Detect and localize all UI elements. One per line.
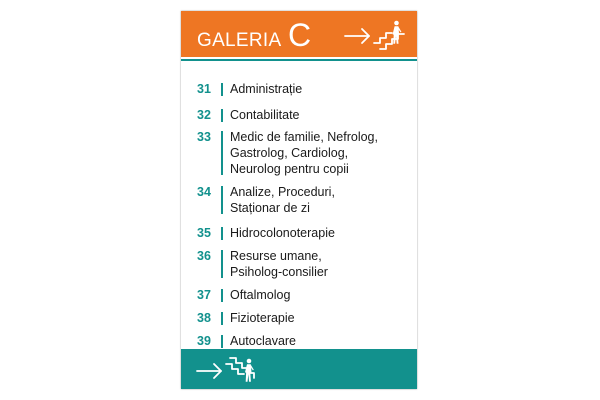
row-separator xyxy=(221,335,223,348)
room-label: Autoclavare xyxy=(230,334,297,348)
room-label: Analize, Proceduri, Staționar de zi xyxy=(230,185,335,215)
room-number: 32 xyxy=(197,108,211,122)
stairs-up-icon xyxy=(343,19,409,53)
room-number: 39 xyxy=(197,334,211,348)
sign-header xyxy=(181,11,417,57)
row-separator xyxy=(221,289,223,302)
stairs-down-icon xyxy=(195,353,261,387)
row-separator xyxy=(221,250,223,278)
sign-footer xyxy=(181,349,417,389)
room-label: Hidrocolonoterapie xyxy=(230,226,335,240)
room-number: 38 xyxy=(197,311,211,325)
room-label: Contabilitate xyxy=(230,108,300,122)
wayfinding-sign xyxy=(181,11,417,389)
row-separator xyxy=(221,109,223,122)
room-number: 33 xyxy=(197,130,211,144)
room-number: 35 xyxy=(197,226,211,240)
gallery-letter: C xyxy=(288,17,312,53)
row-separator xyxy=(221,131,223,175)
room-label: Fizioterapie xyxy=(230,311,295,325)
header-accent-line xyxy=(181,59,417,61)
room-label: Administrație xyxy=(230,82,303,96)
room-label: Resurse umane, Psiholog-consilier xyxy=(230,249,328,279)
room-number: 36 xyxy=(197,249,211,263)
row-separator xyxy=(221,186,223,214)
row-separator xyxy=(221,227,223,240)
room-label: Oftalmolog xyxy=(230,288,291,302)
room-number: 34 xyxy=(197,185,211,199)
room-number: 37 xyxy=(197,288,211,302)
row-separator xyxy=(221,312,223,325)
row-separator xyxy=(221,83,223,96)
room-label: Medic de familie, Nefrolog, Gastrolog, Cardiolog, Neurolog pentru copii xyxy=(230,130,378,176)
gallery-title: GALERIA xyxy=(197,30,282,51)
room-number: 31 xyxy=(197,82,211,96)
